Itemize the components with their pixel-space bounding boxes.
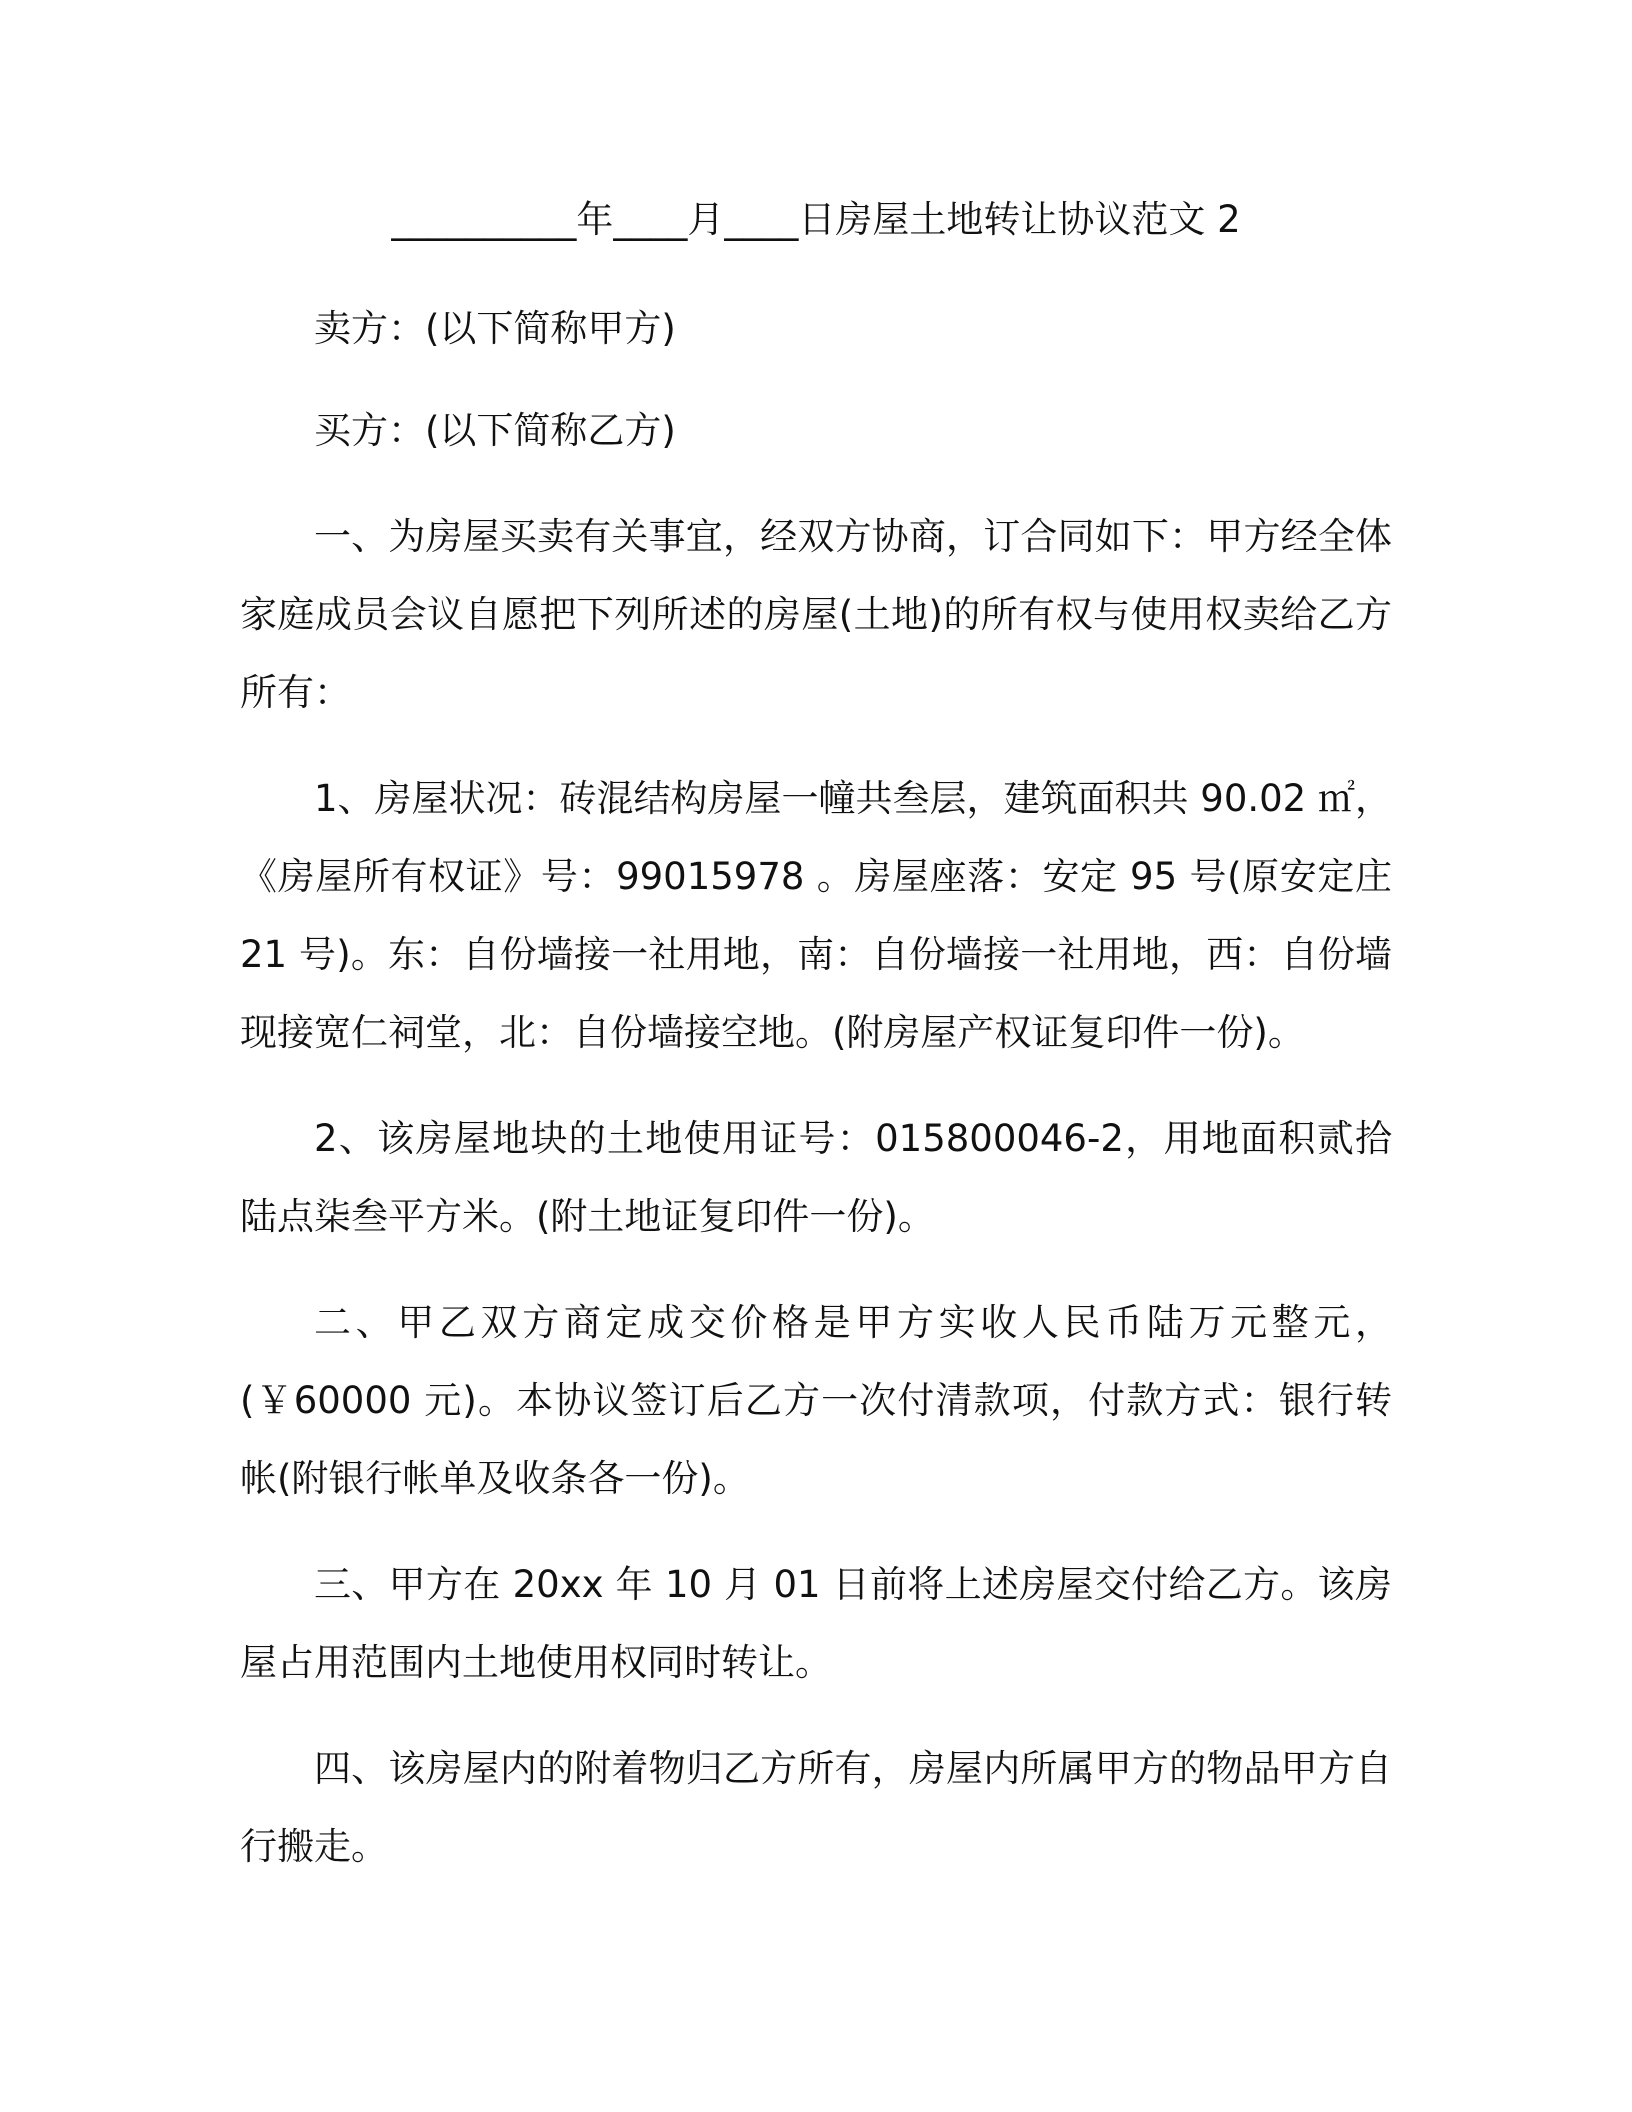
buyer-line: 买方：(以下简称乙方) [314,409,676,452]
clause-1-item-2: 2、该房屋地块的土地使用证号：015800046-2，用地面积贰拾陆点柒叁平方米。(附土地证复印件一份)。 [240,1117,1392,1238]
document-body [240,290,1392,1886]
clause-2: 二、甲乙双方商定成交价格是甲方实收人民币陆万元整元，(￥60000 元)。本协议签订后乙方一次付清款项，付款方式：银行转帐(附银行帐单及收条各一份)。 [240,1301,1392,1500]
clause-1: 一、为房屋买卖有关事宜，经双方协商，订合同如下：甲方经全体家庭成员会议自愿把下列所述的房屋(土地)的所有权与使用权卖给乙方所有： [240,515,1392,714]
clause-3: 三、甲方在 20xx 年 10 月 01 日前将上述房屋交付给乙方。该房屋占用范围内土地使用权同时转让。 [240,1563,1392,1684]
clause-4: 四、该房屋内的附着物归乙方所有，房屋内所属甲方的物品甲方自行搬走。 [240,1747,1392,1868]
clause-1-item-1: 1、房屋状况：砖混结构房屋一幢共叁层，建筑面积共 90.02 ㎡，《房屋所有权证》号：99015978 。房屋座落：安定 95 号(原安定庄 21 号)。东：自份墙接一社用地，南：自份墙接一社用地，西：自份墙现接宽仁祠堂，北：自份墙接空地。(附房屋产权证复印件一份)。 [240,777,1392,1054]
document-title: __________年____月____日房屋土地转让协议范文 2 [391,198,1241,241]
seller-line: 卖方：(以下简称甲方) [314,307,676,350]
